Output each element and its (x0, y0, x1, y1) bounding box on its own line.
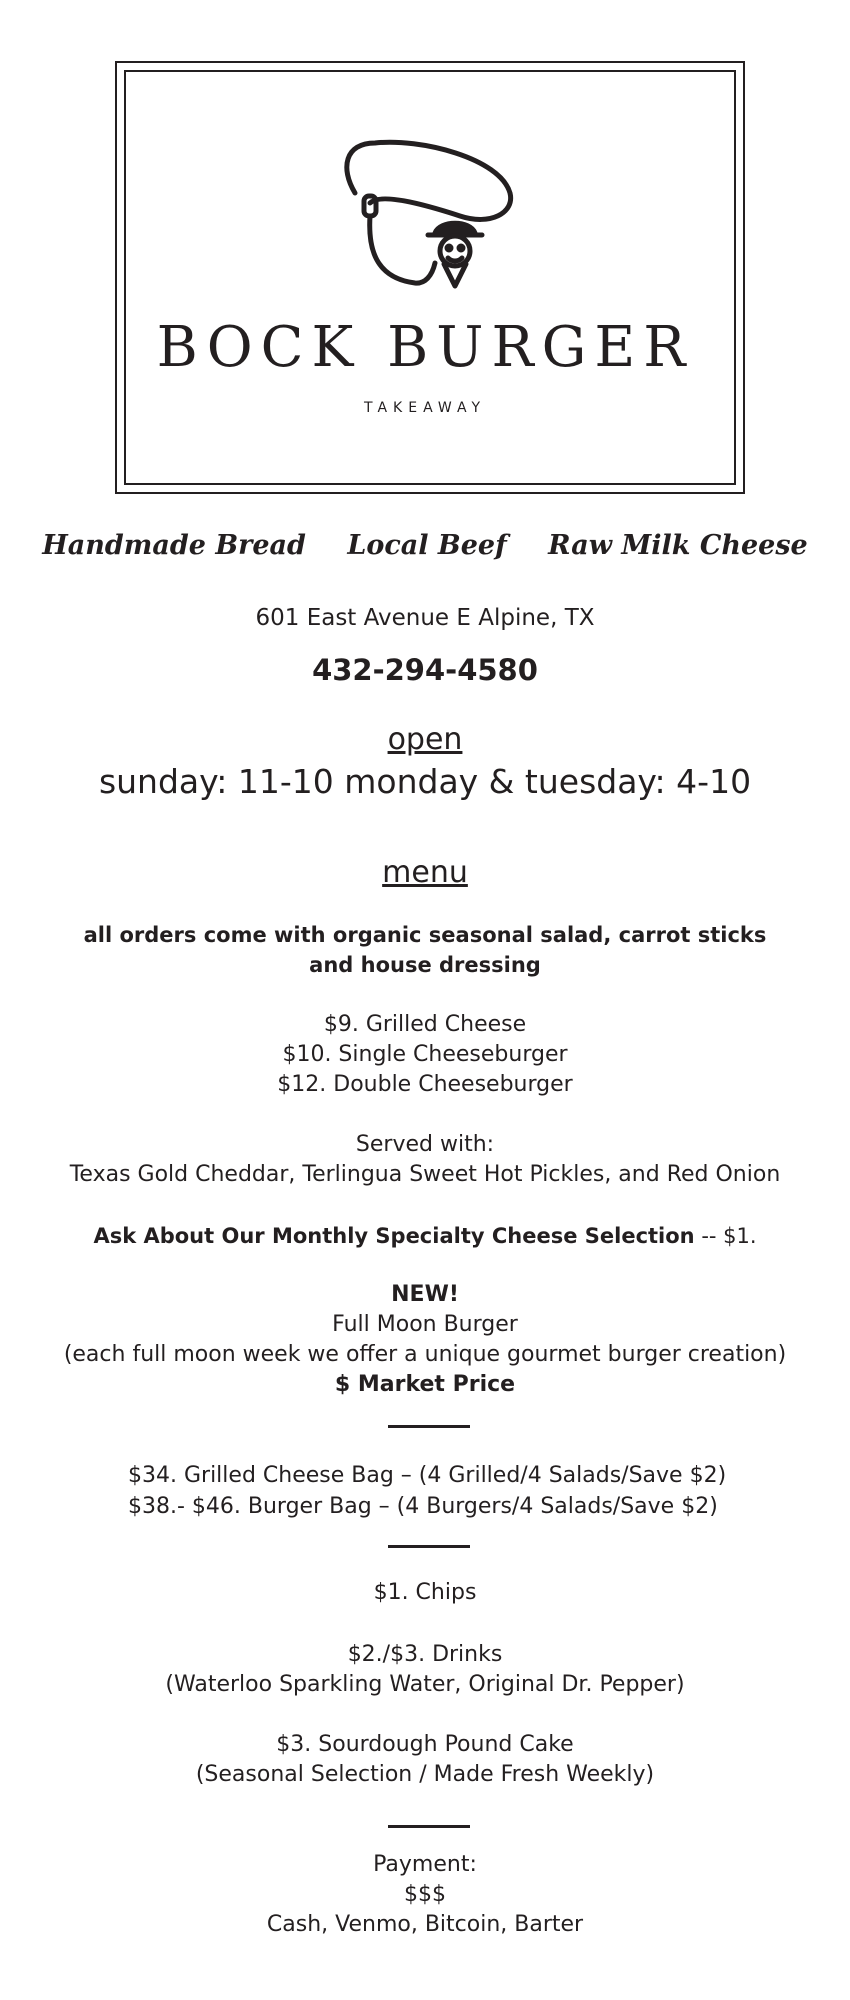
tagline-bread: Handmade Bread (42, 530, 306, 561)
specialty-price: -- $1. (694, 1224, 757, 1248)
lasso-cowboy-icon (340, 138, 520, 298)
menu-heading: menu (382, 855, 468, 890)
payment-info (0, 1850, 850, 1940)
menu-item: $10. Single Cheeseburger (282, 1042, 568, 1067)
drinks-label: $2./$3. Drinks (347, 1642, 503, 1667)
bag-deal: $38.- $46. Burger Bag – (4 Burgers/4 Salads/Save $2) (128, 1494, 718, 1519)
cake-item (0, 1730, 850, 1790)
tagline-beef: Local Beef (347, 530, 507, 561)
menu-item: $12. Double Cheeseburger (277, 1072, 573, 1097)
tagline-cheese: Raw Milk Cheese (548, 530, 808, 561)
bag-deal: $34. Grilled Cheese Bag – (4 Grilled/4 Salads/Save $2) (128, 1463, 727, 1488)
bag-deals (128, 1460, 726, 1522)
specialty-cheese (0, 1221, 850, 1251)
specialty-text: Ask About Our Monthly Specialty Cheese Selection (93, 1224, 695, 1248)
new-item-price: $ Market Price (334, 1372, 516, 1397)
address: 601 East Avenue E Alpine, TX (255, 605, 595, 631)
phone-number: 432-294-4580 (312, 653, 538, 687)
menu-items (0, 1010, 850, 1100)
payment-methods: Cash, Venmo, Bitcoin, Barter (266, 1912, 584, 1937)
divider (388, 1425, 470, 1428)
new-item-desc: (each full moon week we offer a unique gourmet burger creation) (63, 1342, 787, 1367)
menu-item: $9. Grilled Cheese (323, 1012, 527, 1037)
divider (388, 1545, 470, 1548)
drinks-item (0, 1640, 850, 1700)
drinks-desc: (Waterloo Sparkling Water, Original Dr. Pepper) (165, 1672, 685, 1697)
brand-name: BOCK BURGER (156, 315, 694, 380)
new-label: NEW! (391, 1282, 459, 1307)
divider (388, 1825, 470, 1828)
served-with (0, 1130, 850, 1190)
tagline (0, 530, 850, 561)
orders-note (0, 920, 850, 980)
opening-hours: sunday: 11-10 monday & tuesday: 4-10 (98, 762, 752, 801)
orders-note-line1: all orders come with organic seasonal salad, carrot sticks (83, 923, 767, 947)
cake-label: $3. Sourdough Pound Cake (276, 1732, 574, 1757)
payment-label: Payment: (373, 1852, 477, 1877)
served-text: Texas Gold Cheddar, Terlingua Sweet Hot Pickles, and Red Onion (69, 1162, 781, 1187)
chips-item: $1. Chips (373, 1580, 477, 1605)
served-label: Served with: (355, 1132, 495, 1157)
payment-symbol: $$$ (404, 1882, 446, 1907)
new-item-block (0, 1280, 850, 1400)
open-heading: open (387, 722, 463, 757)
cake-desc: (Seasonal Selection / Made Fresh Weekly) (195, 1762, 655, 1787)
brand-subtitle: TAKEAWAY (364, 400, 486, 416)
orders-note-line2: and house dressing (309, 953, 541, 977)
new-item-name: Full Moon Burger (332, 1312, 518, 1337)
